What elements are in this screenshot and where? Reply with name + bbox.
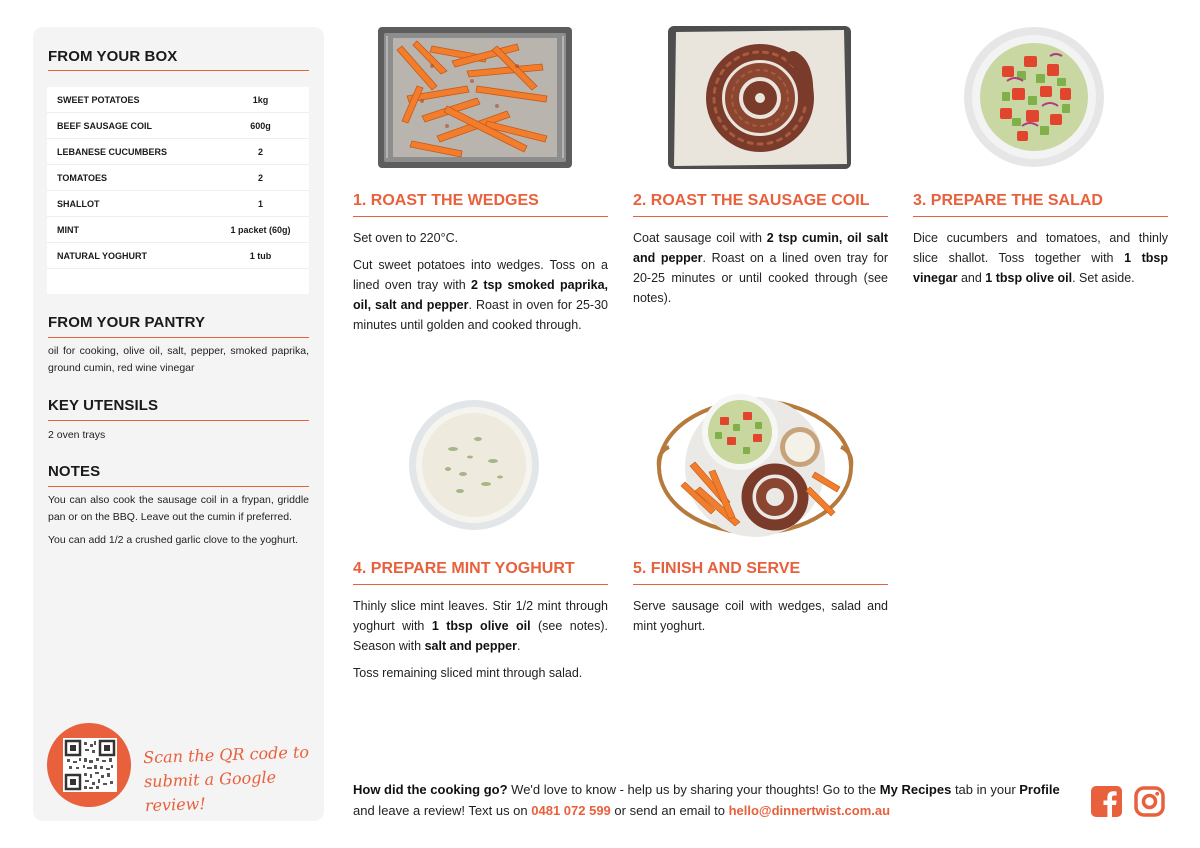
pantry-text: oil for cooking, olive oil, salt, pepper, smoked paprika, ground cumin, red wine vinegar (48, 345, 309, 374)
ingredients-table (47, 87, 309, 294)
ingredient-qty: 2 (257, 172, 263, 183)
salad-bowl-image (962, 26, 1106, 174)
section-divider (48, 486, 309, 487)
table-row (47, 113, 309, 139)
step-4-body (353, 596, 608, 683)
notes-title: NOTES (48, 463, 101, 480)
step-2-body (633, 228, 888, 308)
ingredient-name: MINT (57, 224, 79, 235)
phone-link[interactable]: 0481 072 599 (531, 803, 611, 818)
step-paragraph: Toss remaining sliced mint through salad. (353, 666, 583, 680)
section-divider (48, 70, 309, 71)
ingredient-name: LEBANESE CUCUMBERS (57, 146, 168, 157)
key-utensils-title: KEY UTENSILS (48, 397, 159, 414)
step-divider (913, 216, 1168, 217)
notes-text (48, 492, 309, 549)
step-divider (633, 584, 888, 585)
table-row (47, 217, 309, 243)
step-paragraph: Serve sausage coil with wedges, salad and mint yoghurt. (633, 599, 888, 633)
footer-heading: How did the cooking go? (353, 782, 508, 797)
step-text: . (516, 639, 521, 653)
facebook-icon[interactable] (1091, 786, 1122, 817)
ingredient-name: BEEF SAUSAGE COIL (57, 120, 153, 131)
ingredient-qty: 1kg (252, 94, 269, 105)
step-3-body (913, 228, 1168, 288)
profile-label: Profile (1019, 782, 1060, 797)
step-text: . Set aside. (1072, 271, 1135, 285)
my-recipes-label: My Recipes (879, 782, 952, 797)
mint-yoghurt-image (408, 399, 541, 537)
step-paragraph (633, 228, 888, 308)
step-1-body (353, 228, 608, 335)
step-paragraph (913, 228, 1168, 288)
step-divider (353, 216, 608, 217)
step-text: . Roast on a lined oven tray for 20-25 minutes or until cooked through (see notes). (633, 251, 888, 305)
footer-text: and leave a review! Text us on (353, 803, 532, 818)
ingredient-qty: 2 (257, 146, 263, 157)
footer-text: tab in your (951, 782, 1020, 797)
step-paragraph: Set oven to 220°C. (353, 231, 459, 245)
step-divider (633, 216, 888, 217)
notes-paragraph: You can also cook the sausage coil in a frypan, griddle pan or on the BBQ. Leave out the cumin if preferred. (48, 494, 309, 523)
section-divider (48, 337, 309, 338)
footer-text: We'd love to know - help us by sharing your thoughts! Go to the (507, 782, 880, 797)
step-5-body (633, 596, 888, 636)
table-row-empty (47, 269, 309, 294)
table-row (47, 191, 309, 217)
qr-badge (47, 723, 131, 807)
sausage-coil-image (668, 26, 851, 174)
step-text: and (957, 271, 986, 285)
step-text: Coat sausage coil with (633, 231, 767, 245)
step-1-title: 1. ROAST THE WEDGES (353, 192, 539, 209)
finished-meal-image (655, 392, 855, 542)
table-row (47, 243, 309, 269)
qr-note-line: Scan the QR code to (142, 742, 310, 768)
ingredient-qty: 1 (257, 198, 263, 209)
qr-code-icon[interactable] (63, 738, 117, 792)
table-row (47, 87, 309, 113)
ingredient-qty: 600g (250, 120, 271, 131)
step-5-title: 5. FINISH AND SERVE (633, 560, 801, 577)
ingredient-qty: 1 tub (249, 250, 272, 261)
step-bold-text: 1 tbsp vinegar (913, 251, 1168, 285)
email-link[interactable]: hello@dinnertwist.com.au (728, 803, 891, 818)
step-text: Dice cucumbers and tomatoes, and thinly slice shallot. Toss together with (913, 231, 1168, 265)
roasted-wedges-image (377, 26, 573, 174)
ingredient-name: SHALLOT (57, 198, 100, 209)
step-paragraph (353, 596, 608, 656)
step-2-title: 2. ROAST THE SAUSAGE COIL (633, 192, 870, 209)
step-4-title: 4. PREPARE MINT YOGHURT (353, 560, 575, 577)
step-text: Cut sweet potatoes into wedges. Toss on a lined oven tray with (353, 258, 608, 292)
qr-note-line: submit a Google review! (143, 767, 277, 816)
utensils-text: 2 oven trays (48, 429, 106, 441)
from-your-pantry-title: FROM YOUR PANTRY (48, 314, 206, 331)
step-bold-text: 2 tsp cumin, oil salt and pepper (633, 231, 889, 265)
instagram-icon[interactable] (1134, 786, 1165, 817)
step-divider (353, 584, 608, 585)
sidebar (33, 27, 324, 821)
table-row (47, 139, 309, 165)
step-bold-text: 1 tbsp olive oil (431, 619, 531, 633)
qr-review-note (143, 740, 325, 818)
section-divider (48, 420, 309, 421)
footer-text: or send an email to (610, 803, 729, 818)
from-your-box-title: FROM YOUR BOX (48, 48, 178, 65)
step-bold-text: salt and pepper (424, 639, 517, 653)
step-text: (see notes). Season with (353, 619, 609, 653)
step-text: . Roast in oven for 25-30 minutes until golden and cooked through. (353, 298, 608, 332)
step-bold-text: 2 tsp smoked paprika, oil, salt and pepper (353, 278, 608, 312)
ingredient-name: SWEET POTATOES (57, 94, 140, 105)
notes-paragraph: You can add 1/2 a crushed garlic clove to the yoghurt. (48, 534, 299, 546)
step-bold-text: 1 tbsp olive oil (985, 271, 1073, 285)
feedback-footer (353, 779, 1073, 821)
ingredient-name: NATURAL YOGHURT (57, 250, 147, 261)
step-3-title: 3. PREPARE THE SALAD (913, 192, 1103, 209)
step-paragraph (353, 255, 608, 335)
step-text: Thinly slice mint leaves. Stir 1/2 mint through yoghurt with (353, 599, 608, 633)
table-row (47, 165, 309, 191)
ingredient-qty: 1 packet (60g) (230, 224, 291, 235)
ingredient-name: TOMATOES (57, 172, 108, 183)
